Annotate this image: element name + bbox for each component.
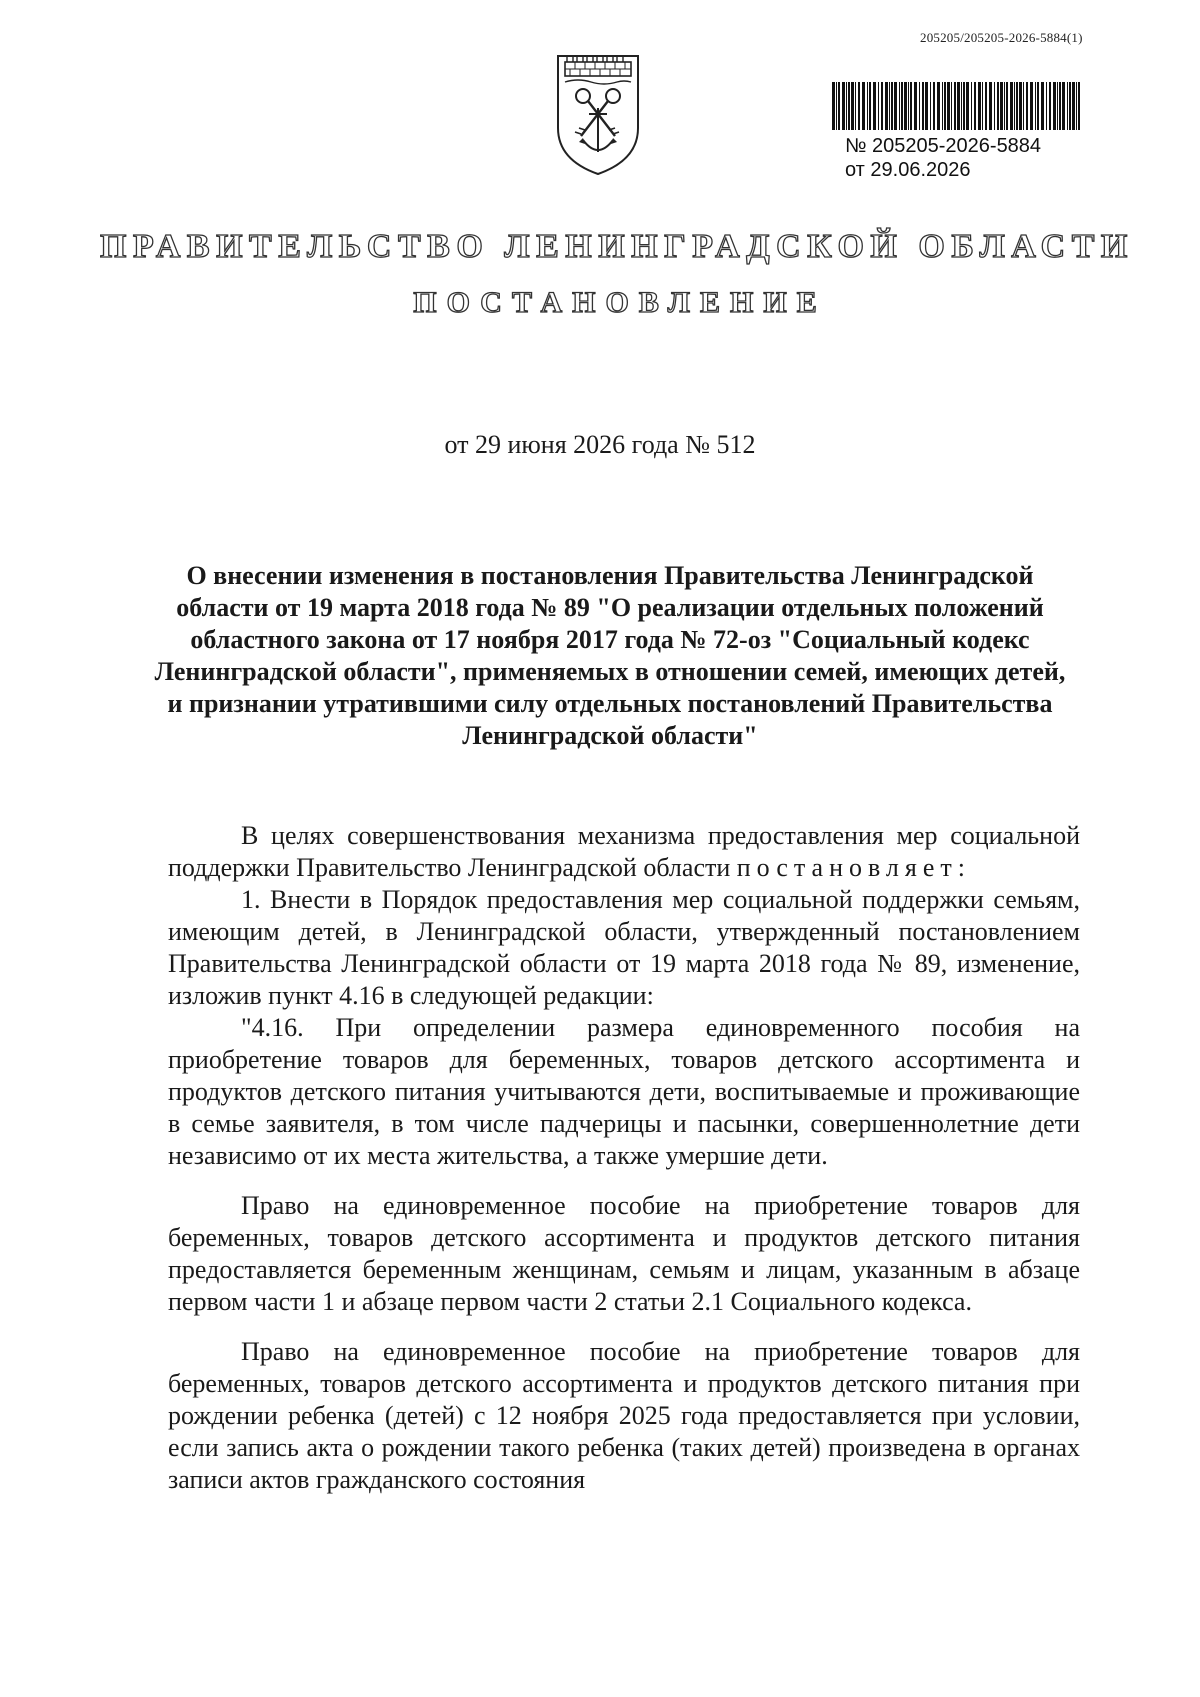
document-date-number: от 29 июня 2026 года № 512 [444, 430, 756, 459]
barcode-bar [1069, 82, 1071, 130]
barcode-icon [830, 82, 1086, 130]
barcode-bar [978, 82, 981, 130]
barcode-bar [1072, 82, 1075, 130]
barcode-bar [1023, 82, 1024, 130]
barcode-bar [914, 82, 917, 130]
barcode-bar [1004, 82, 1005, 130]
barcode-bar [947, 82, 950, 130]
barcode-bar [1030, 82, 1033, 130]
intro-paragraph [168, 820, 1080, 884]
barcode-bar [910, 82, 912, 130]
paragraph-right-since-date: Право на единовременное пособие на приобретение товаров для беременных, товаров детского ассортимента и продуктов детского питания при рождении ребенка (детей) с 12 ноября 2025 года предоставляется при условии, если запись акта о рождении такого ребенка (таких детей) произведена в органах записи актов гражданского состояния [168, 1337, 1080, 1494]
barcode-bar [901, 82, 903, 130]
barcode-bar [942, 82, 943, 130]
government-title: ПРАВИТЕЛЬСТВО ЛЕНИНГРАДСКОЙ ОБЛАСТИ [100, 228, 1134, 265]
barcode-bar [867, 82, 868, 130]
barcode-bar [894, 82, 897, 130]
barcode-bar [889, 82, 890, 130]
barcode-bar [966, 82, 969, 130]
barcode-bar [1041, 82, 1044, 130]
intro-decree-word: постановляет: [736, 853, 971, 882]
barcode-bar [974, 82, 976, 130]
barcode-bar [846, 82, 847, 130]
barcode-bar [994, 82, 995, 130]
barcode-bar [963, 82, 965, 130]
barcode-bar [1035, 82, 1036, 130]
barcode-bar [1076, 82, 1077, 130]
paragraph-quoted-4-16: "4.16. При определении размера единовременного пособия на приобретение товаров для беременных, товаров детского ассортимента и продуктов детского питания учитываются дети, воспитываемые и проживающие в семье заявителя, в том числе падчерицы и пасынки, совершеннолетние дети независимо от их места жительства, а также умершие дети. [168, 1013, 1080, 1170]
barcode-bar [899, 82, 900, 130]
barcode-bar [858, 82, 860, 130]
barcode-bar [1010, 82, 1013, 130]
barcode-bar [1057, 82, 1058, 130]
barcode-bar [1016, 82, 1018, 130]
barcode-bar [891, 82, 893, 130]
barcode-bar [908, 82, 909, 130]
barcode-bar [869, 82, 871, 130]
barcode-bar [1053, 82, 1056, 130]
barcode-bar [848, 82, 850, 130]
barcode-bar [851, 82, 854, 130]
barcode-bar [937, 82, 940, 130]
leningrad-oblast-coat-of-arms-icon [553, 48, 643, 178]
barcode-bar [1019, 82, 1022, 130]
barcode-bar [842, 82, 845, 130]
barcode-bar [954, 82, 956, 130]
barcode-bar [1014, 82, 1015, 130]
barcode-bar [1000, 82, 1003, 130]
document-body [168, 820, 1080, 1496]
paragraph-item-1: 1. Внести в Порядок предоставления мер социальной поддержки семьям, имеющим детей, в Ленинградской области, утвержденный постановлением Правительства Ленинградской области от 19 марта 2018 года № 89, изменение, изложив пункт 4.16 в следующей редакции: [168, 885, 1080, 1010]
barcode-bar [922, 82, 924, 130]
barcode-bar [1078, 82, 1080, 130]
barcode-bar [930, 82, 931, 130]
barcode-bar [933, 82, 935, 130]
barcode-bar [836, 82, 837, 130]
barcode-bar [944, 82, 946, 130]
barcode-bar [1059, 82, 1061, 130]
document-corner-id: 205205/205205-2026-5884(1) [920, 30, 1083, 45]
barcode-bar [1037, 82, 1039, 130]
barcode-bar [878, 82, 879, 130]
intro-text: В целях совершенствования механизма предоставления мер социальной поддержки Правительство Ленинградской области [168, 821, 1080, 882]
barcode-bar [1049, 82, 1051, 130]
barcode-bar [957, 82, 960, 130]
barcode-bar [855, 82, 856, 130]
barcode-bar [862, 82, 865, 130]
barcode-bar [838, 82, 840, 130]
paragraph-right-to-benefit: Право на единовременное пособие на приобретение товаров для беременных, товаров детского ассортимента и продуктов детского питания предоставляется беременным женщинам, семьям и лицам, указанным в абзаце первом части 1 и абзаце первом части 2 статьи 2.1 Социального кодекса. [168, 1191, 1080, 1316]
barcode-bar [1046, 82, 1047, 130]
document-heading: О внесении изменения в постановления Правительства Ленинградской области от 19 марта 2018 года № 89 "О реализации отдельных положений областного закона от 17 ноября 2017 года № 72-оз "Социальный кодекс Ленинградской области", применяемых в отношении семей, имеющих детей, и признании утратившими силу отдельных постановлений Правительства Ленинградской области" [154, 561, 1066, 750]
barcode-bar [925, 82, 928, 130]
barcode-bar [985, 82, 987, 130]
barcode-bar [885, 82, 888, 130]
barcode-bar [1062, 82, 1065, 130]
barcode-bar [961, 82, 962, 130]
barcode-bar [1067, 82, 1068, 130]
barcode-bar [881, 82, 883, 130]
barcode-bar [904, 82, 907, 130]
barcode-bar [989, 82, 992, 130]
barcode-bar [997, 82, 999, 130]
barcode-bar [971, 82, 972, 130]
barcode-bar [873, 82, 876, 130]
barcode-bar [919, 82, 920, 130]
registration-date: от 29.06.2026 [845, 159, 971, 181]
document-type-title: ПОСТАНОВЛЕНИЕ [413, 286, 827, 319]
barcode-bar [951, 82, 952, 130]
barcode-bar [832, 82, 835, 130]
barcode-bar [1006, 82, 1008, 130]
barcode-bar [1026, 82, 1028, 130]
barcode-bar [982, 82, 983, 130]
registration-number: № 205205-2026-5884 [845, 135, 1042, 157]
